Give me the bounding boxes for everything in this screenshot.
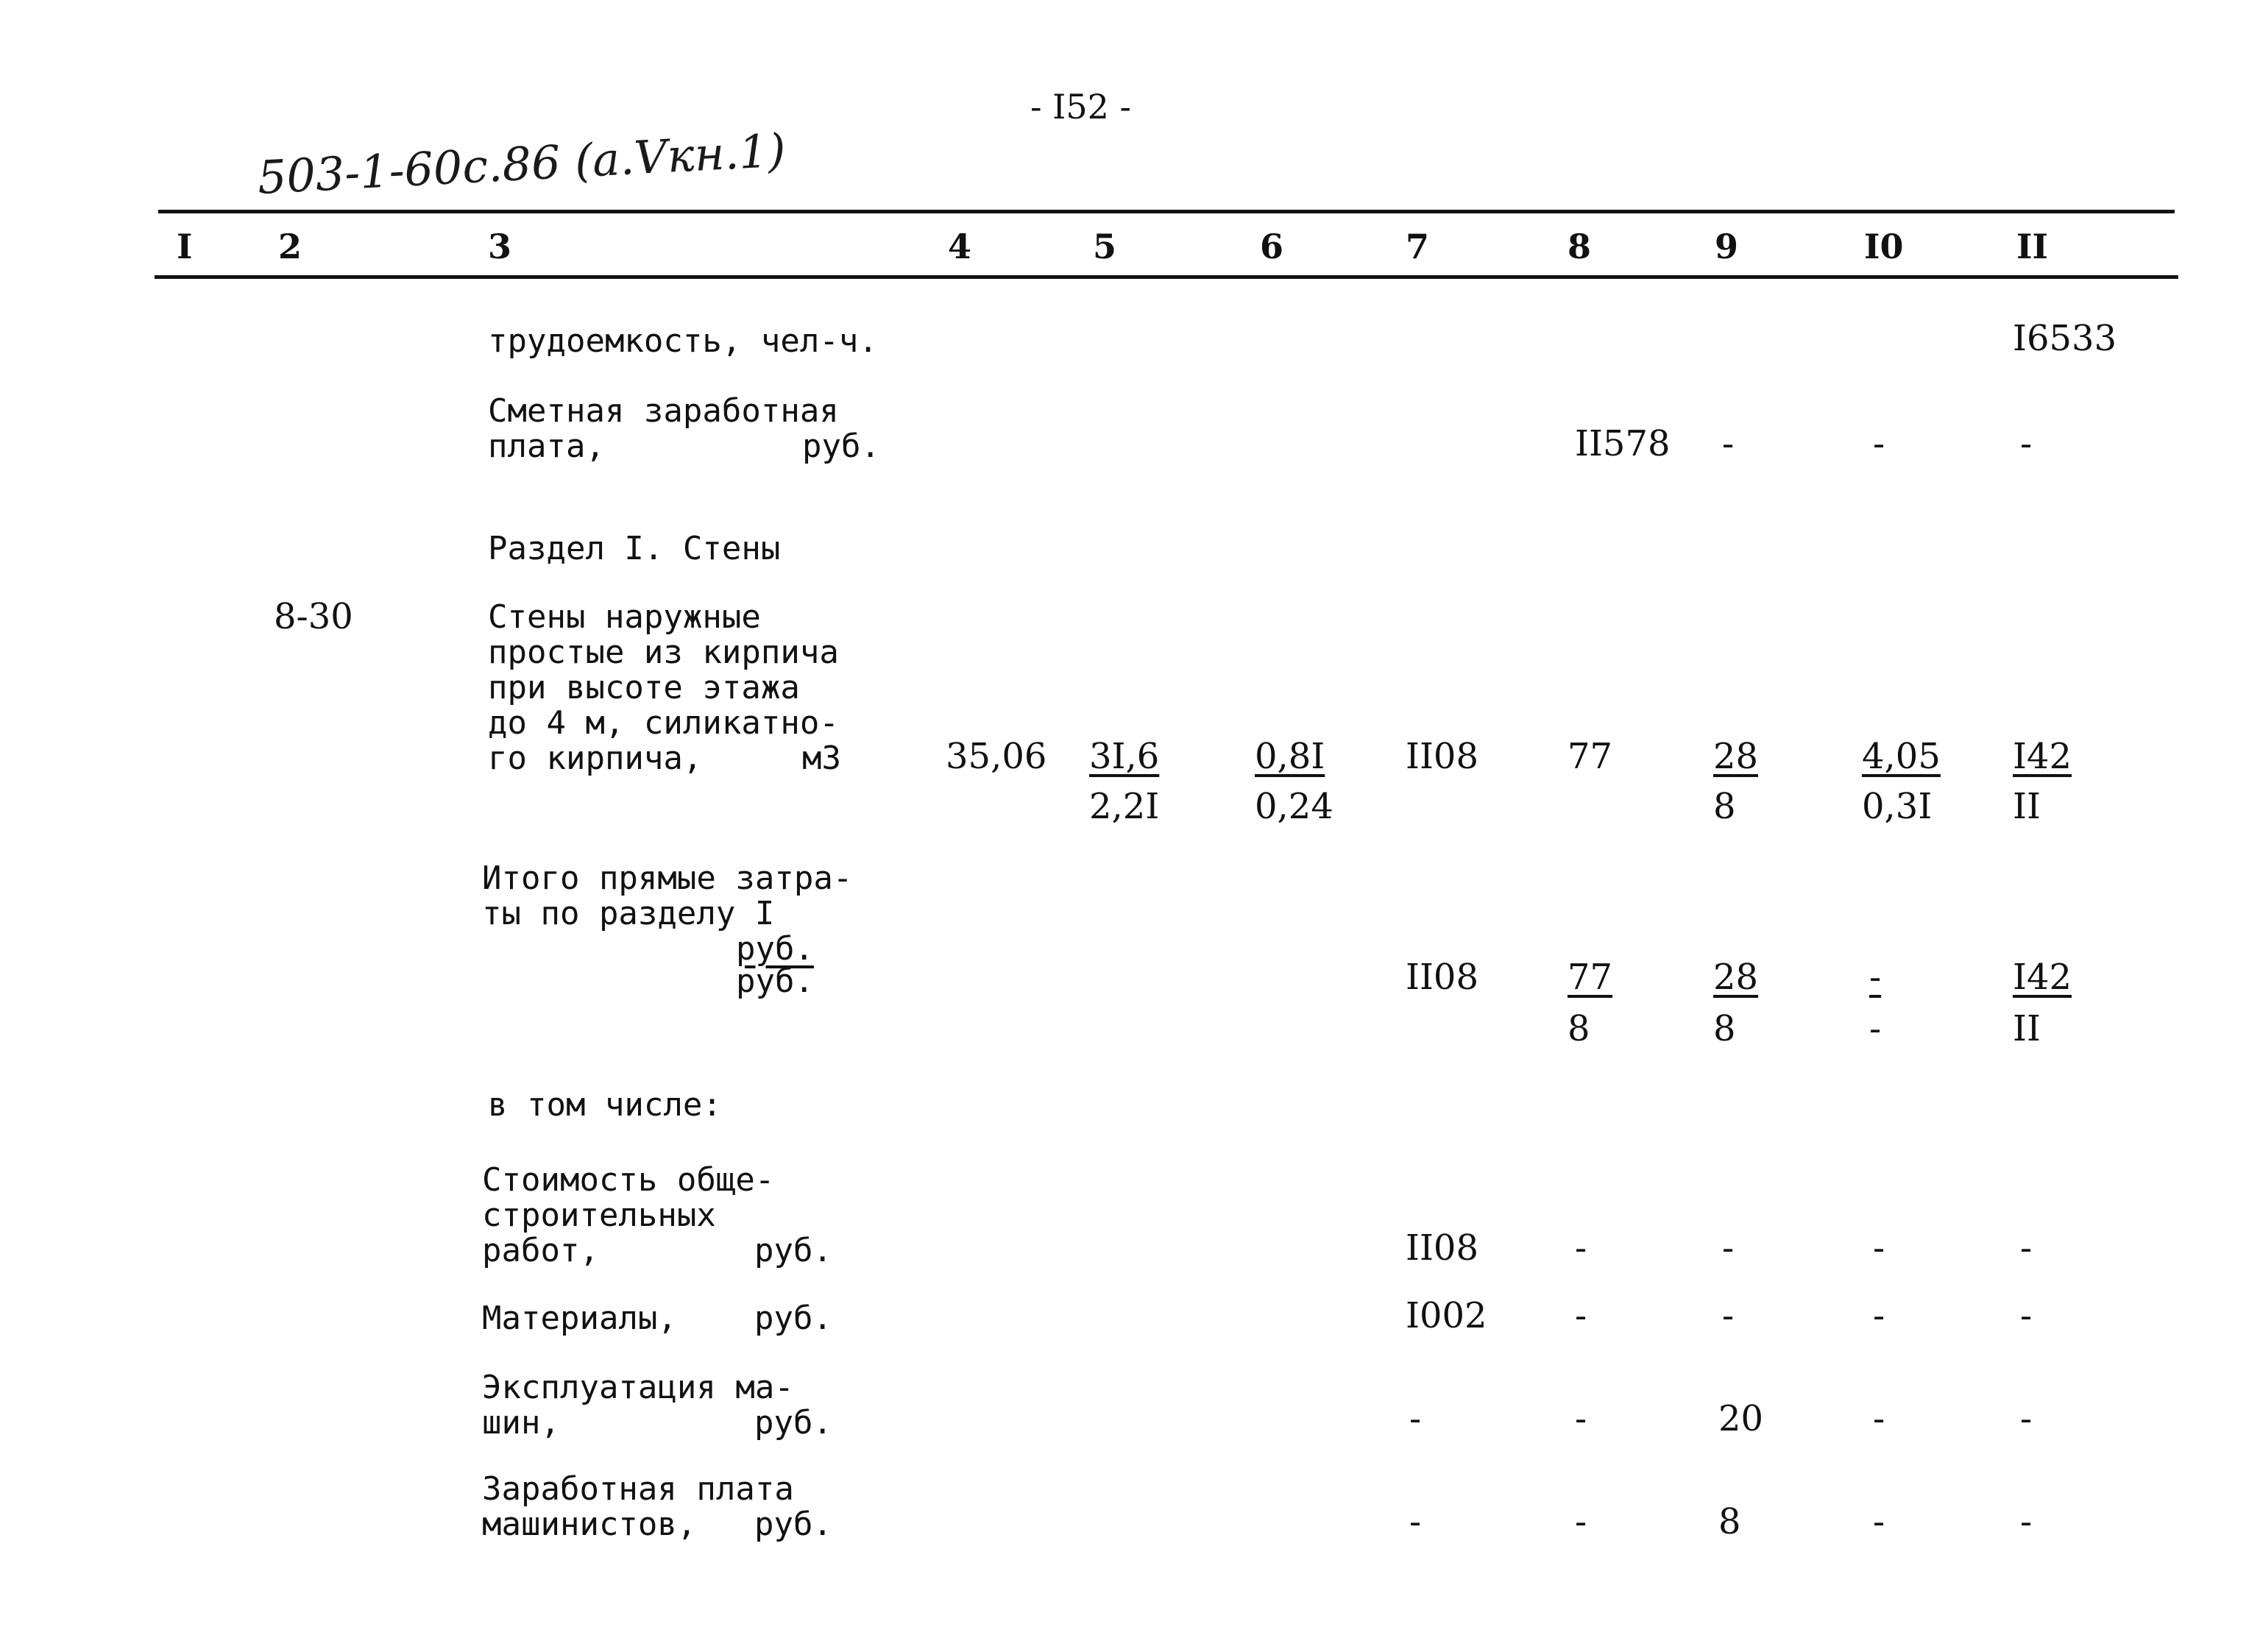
cell-col9: - — [1722, 423, 1735, 464]
cell-col11-bottom: II — [2013, 1008, 2041, 1049]
cell-col11: - — [2020, 1295, 2033, 1336]
column-header: I — [177, 227, 193, 266]
cell-col7: II08 — [1406, 1227, 1478, 1269]
cell-col4: 35,06 — [946, 736, 1047, 777]
cell-col7: I002 — [1406, 1295, 1487, 1336]
cell-col7: II08 — [1406, 957, 1478, 998]
cell-col8-top: 77 — [1568, 957, 1613, 998]
cell-col9: 20 — [1718, 1398, 1764, 1439]
row-unit: руб. — [754, 1300, 832, 1337]
table-header-bottom-rule — [155, 275, 2178, 279]
section-title: Раздел I. Стены — [488, 530, 781, 567]
column-header: 9 — [1715, 227, 1739, 266]
table-top-rule — [158, 210, 2175, 213]
cell-col5-bottom: 2,2I — [1089, 786, 1160, 827]
cell-col10: - — [1873, 1501, 1885, 1542]
row-label-line: работ, — [482, 1232, 599, 1269]
cell-col10: - — [1873, 1227, 1885, 1269]
column-header: 8 — [1568, 227, 1592, 266]
cell-col8: - — [1575, 1398, 1587, 1439]
cell-col11-bottom: II — [2013, 786, 2041, 827]
item-code: 8-30 — [274, 596, 353, 637]
row-label-line: строительных — [482, 1197, 716, 1234]
column-header: I0 — [1864, 227, 1904, 266]
column-header: II — [2016, 227, 2049, 266]
cell-col6-top: 0,8I — [1255, 736, 1325, 777]
cell-col8: 77 — [1568, 736, 1613, 777]
cell-col10: - — [1873, 1398, 1885, 1439]
row-unit: руб. — [754, 1232, 832, 1269]
cell-col11: - — [2020, 1227, 2033, 1269]
item-description-line: до 4 м, силикатно- — [488, 704, 839, 742]
cell-col10-bottom: 0,3I — [1862, 786, 1933, 827]
cell-col9: - — [1722, 1295, 1735, 1336]
handwritten-document-code: 503-1-60с.86 (а.Vкн.1) — [256, 123, 787, 205]
cell-col9-top: 28 — [1713, 957, 1759, 998]
row-label-line: Сметная заработная — [488, 392, 839, 430]
cell-col11: - — [2020, 1501, 2033, 1542]
row-label-line: машинистов, — [482, 1506, 697, 1543]
cell-col10-top: 4,05 — [1862, 736, 1941, 777]
item-description-line: простые из кирпича — [488, 634, 839, 671]
item-description-line: Стены наружные — [488, 598, 761, 636]
page-number: - I52 - — [1030, 87, 1132, 127]
cell-col9: 8 — [1718, 1501, 1741, 1542]
row-label: трудоемкость, чел-ч. — [488, 322, 878, 360]
cell-col6-bottom: 0,24 — [1255, 786, 1333, 827]
cell-col11: - — [2020, 1398, 2033, 1439]
cell-col10-bottom: - — [1869, 1008, 1882, 1049]
cell-col7: II08 — [1406, 736, 1478, 777]
cell-col5-top: 3I,6 — [1089, 736, 1160, 777]
cell-col10-top: - — [1869, 957, 1882, 998]
row-unit-bottom: руб. — [736, 963, 814, 1000]
cell-col9: - — [1722, 1227, 1735, 1269]
cell-col11: I6533 — [2013, 318, 2117, 359]
cell-col9-bottom: 8 — [1713, 1008, 1736, 1049]
row-label-line: шин, — [482, 1404, 560, 1442]
cell-col9-top: 28 — [1713, 736, 1759, 777]
column-header: 6 — [1260, 227, 1284, 266]
cell-col9-bottom: 8 — [1713, 786, 1736, 827]
cell-col7: - — [1409, 1501, 1422, 1542]
row-unit-top: руб. — [736, 930, 814, 968]
cell-col8-bottom: 8 — [1568, 1008, 1590, 1049]
row-unit: руб. — [754, 1404, 832, 1442]
cell-col8: - — [1575, 1501, 1587, 1542]
row-label-line: плата, — [488, 428, 605, 465]
column-header: 5 — [1093, 227, 1117, 266]
item-description-line: го кирпича, — [488, 740, 703, 777]
column-header: 3 — [488, 227, 512, 266]
row-label-line: Стоимость обще- — [482, 1161, 775, 1199]
row-unit: руб. — [754, 1506, 832, 1543]
row-label-line: Итого прямые затра- — [482, 859, 853, 897]
cell-col10: - — [1873, 423, 1885, 464]
cell-col11-top: I42 — [2013, 957, 2072, 998]
column-header: 2 — [278, 227, 302, 266]
item-description-line: при высоте этажа — [488, 669, 800, 706]
cell-col11-top: I42 — [2013, 736, 2072, 777]
row-label: Материалы, — [482, 1300, 677, 1337]
row-label-line: ты по разделу I — [482, 895, 775, 932]
including-label: в том числе: — [488, 1086, 722, 1124]
cell-col7: - — [1409, 1398, 1422, 1439]
row-unit: руб. — [802, 428, 880, 465]
cell-col10: - — [1873, 1295, 1885, 1336]
column-header: 7 — [1406, 227, 1430, 266]
cell-col8: - — [1575, 1227, 1587, 1269]
cell-col11: - — [2020, 423, 2033, 464]
cell-col8: - — [1575, 1295, 1587, 1336]
column-header: 4 — [948, 227, 972, 266]
cell-col8: II578 — [1575, 423, 1671, 464]
item-unit: м3 — [802, 740, 841, 777]
row-label-line: Заработная плата — [482, 1470, 794, 1508]
row-label-line: Эксплуатация ма- — [482, 1369, 794, 1406]
